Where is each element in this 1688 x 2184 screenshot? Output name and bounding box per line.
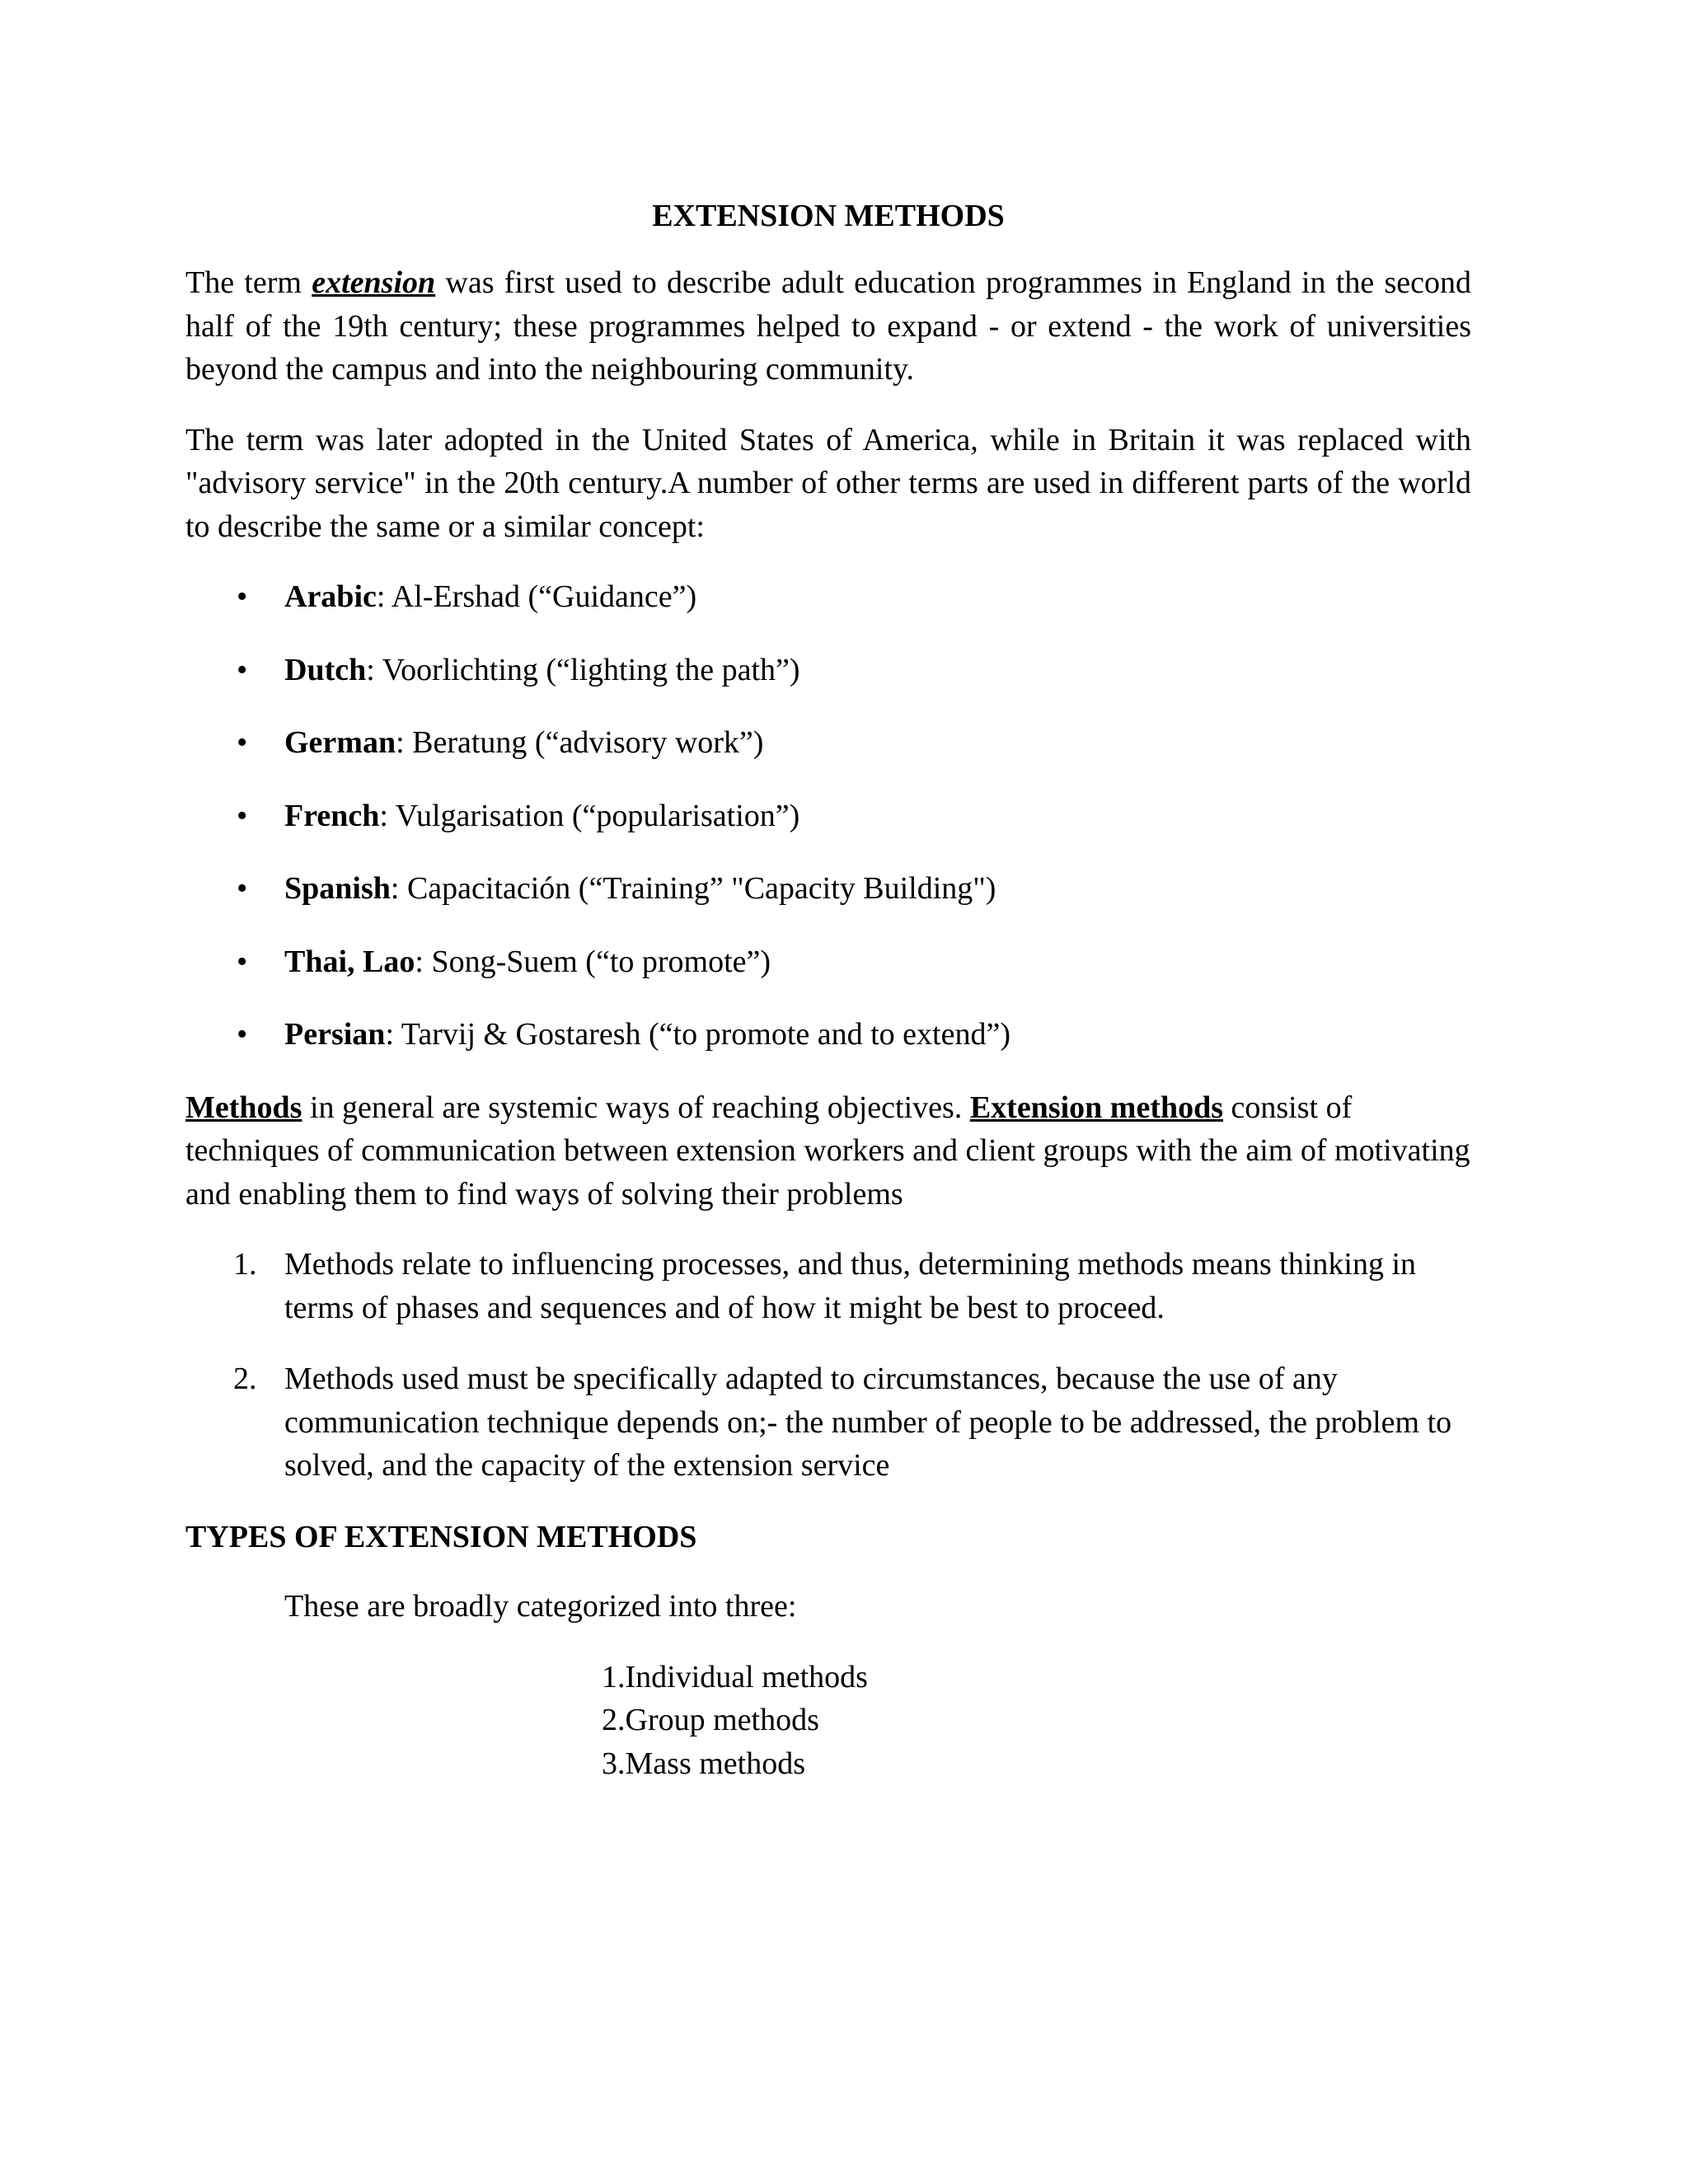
list-item [185,1013,1471,1057]
bullet-icon: • [237,798,248,833]
list-item [185,940,1471,984]
term-language: German [284,725,396,760]
list-item: 2.Group methods [602,1703,819,1737]
term-definition: : Vulgarisation (“popularisation”) [379,798,800,833]
document-page [185,191,1471,1785]
point-text: Methods used must be specifically adapted to circumstances, because the use of any communication technique depends on;- the number of people to be addressed, the problem to solved, and the capacity of the extension service [284,1361,1452,1483]
extension-term: extension [312,265,436,300]
bullet-icon: • [237,579,248,614]
point-number: 2. [233,1361,257,1396]
adoption-paragraph: The term was later adopted in the United States of America, while in Britain it was replaced with "advisory service" in the 20th century.A number of other terms are used in different parts of the world to describe the same or a similar concept: [185,422,1471,544]
bullet-icon: • [237,871,248,906]
types-intro: These are broadly categorized into three: [284,1589,797,1624]
term-definition: : Voorlichting (“lighting the path”) [366,652,800,687]
term-definition: : Tarvij & Gostaresh (“to promote and to extend”) [385,1017,1010,1052]
bullet-icon: • [237,1017,248,1052]
types-list [185,1656,1471,1786]
bullet-icon: • [237,725,248,760]
list-item [185,649,1471,692]
methods-paragraph [185,1086,1471,1216]
term-language: Arabic [284,579,377,614]
point-text: Methods relate to influencing processes, and thus, determining methods means thinking in terms of phases and sequences and of how it might be best to proceed. [284,1247,1417,1325]
bullet-icon: • [237,944,248,979]
term-language: French [284,798,380,833]
point-number: 1. [233,1247,257,1282]
methods-text-mid: in general are systemic ways of reaching objectives. [302,1090,970,1125]
list-item [185,794,1471,838]
terms-list [185,575,1471,1057]
list-item [185,867,1471,911]
intro-text-after: was first used to describe adult education programmes in England in the second half of the 19th century; these programmes helped to expand - or extend - the work of universities beyond the campus and into the neighbouring community. [185,265,1471,387]
term-definition: : Song-Suem (“to promote”) [415,944,771,979]
list-item: 1.Individual methods [602,1659,868,1694]
list-item [185,1243,1471,1329]
term-definition: : Capacitación (“Training” "Capacity Building") [390,871,996,906]
bullet-icon: • [237,652,248,687]
section-heading: TYPES OF EXTENSION METHODS [185,1519,697,1554]
intro-paragraph [185,261,1471,391]
list-item [185,721,1471,765]
term-language: Thai, Lao [284,944,415,979]
list-item [185,1357,1471,1488]
term-language: Spanish [284,871,391,906]
page-title: EXTENSION METHODS [652,199,1005,233]
term-language: Persian [284,1017,386,1052]
term-language: Dutch [284,652,367,687]
intro-text-before: The term [185,265,312,300]
term-definition: : Beratung (“advisory work”) [396,725,764,760]
list-item [185,575,1471,619]
term-definition: : Al-Ershad (“Guidance”) [376,579,697,614]
methods-points-list [185,1243,1471,1488]
methods-term: Methods [185,1090,302,1125]
list-item: 3.Mass methods [602,1746,805,1781]
extension-methods-term: Extension methods [969,1090,1224,1125]
methods-text-after: consist of techniques of communication between extension workers and client groups with the aim of motivating and enabling them to find ways of solving their problems [185,1090,1470,1212]
